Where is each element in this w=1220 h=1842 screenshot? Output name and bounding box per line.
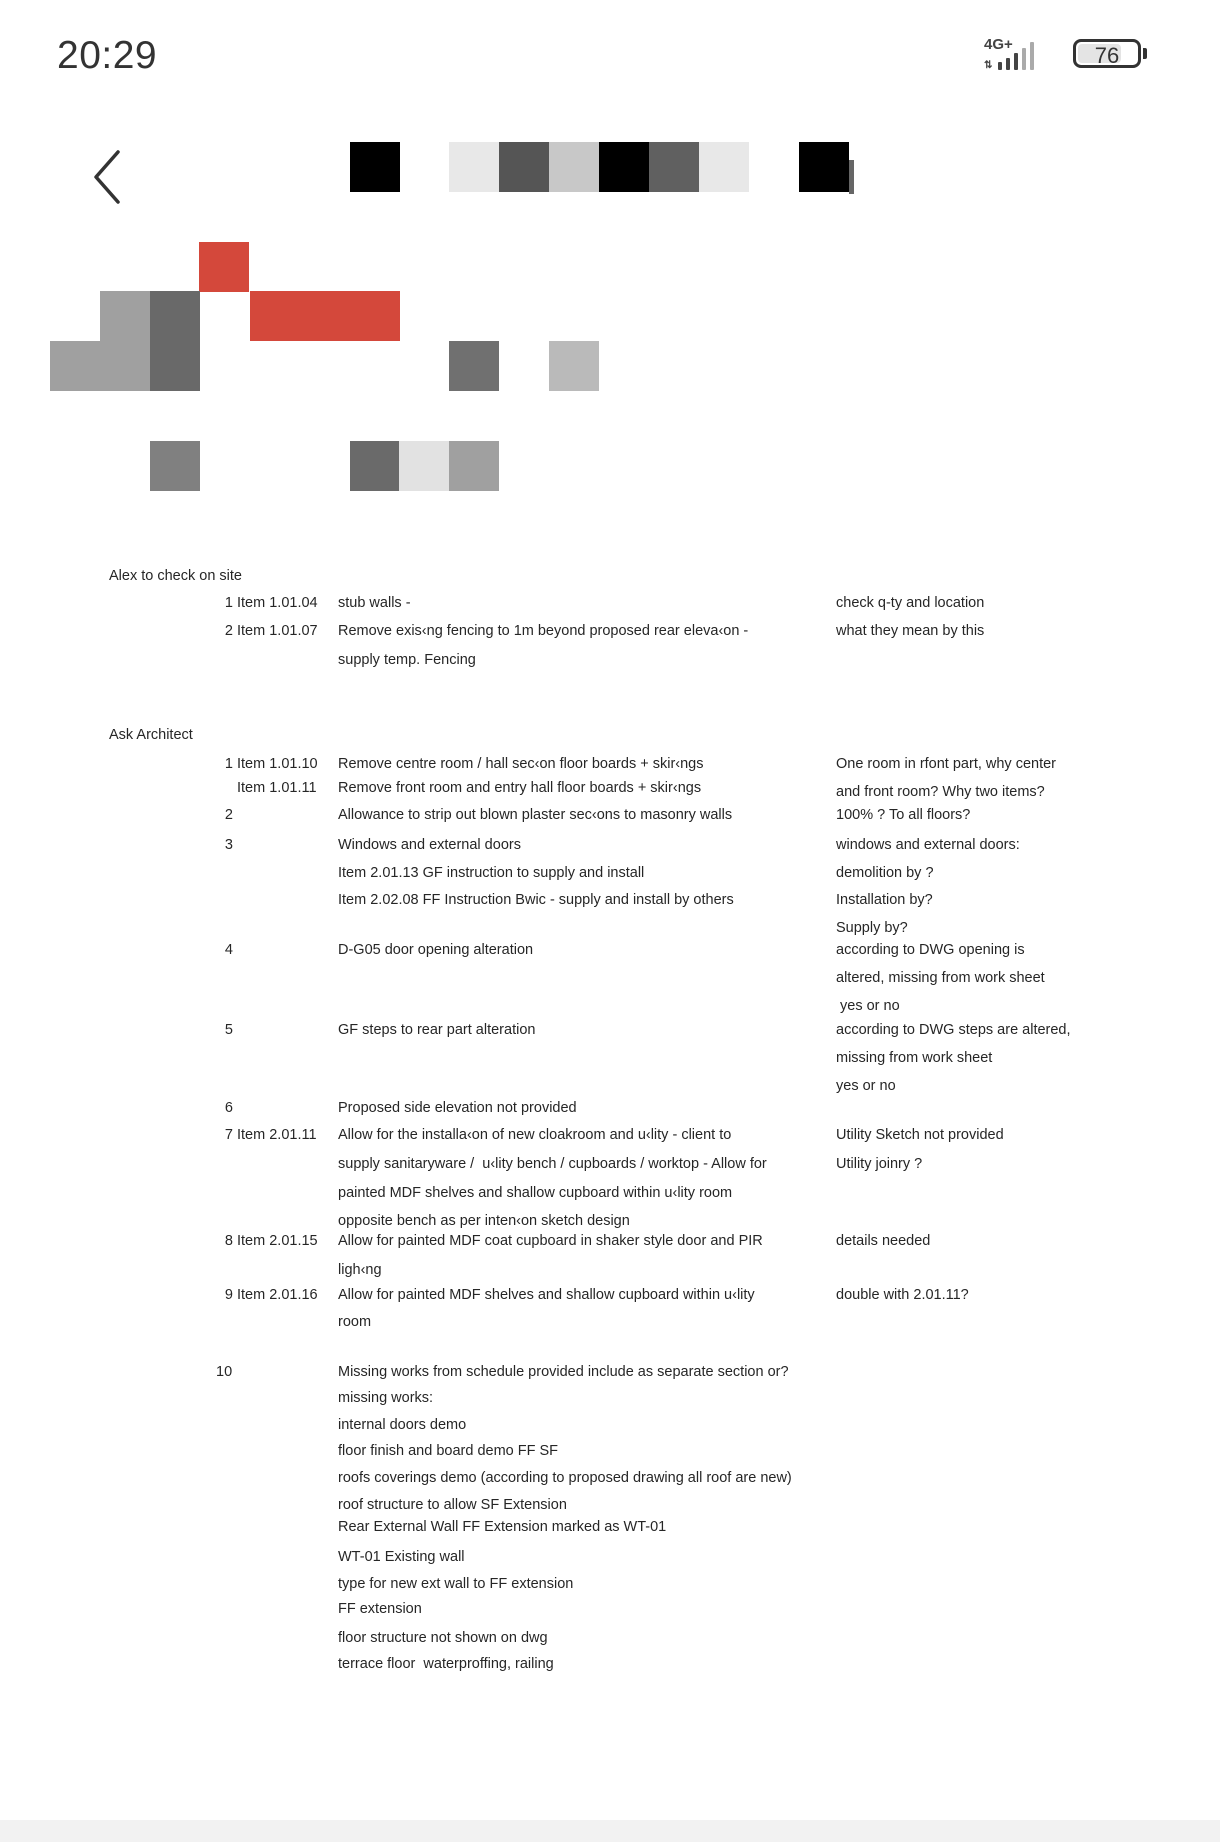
row-item: Item 2.01.11 (237, 1127, 317, 1143)
row-note: demolition by ? (836, 865, 934, 881)
row-note: missing from work sheet (836, 1050, 993, 1066)
section-heading: Alex to check on site (109, 568, 242, 584)
row-number: 9 (224, 1287, 233, 1303)
row-note: 100% ? To all floors? (836, 807, 971, 823)
row-description: Allowance to strip out blown plaster sec‹ons to masonry walls (338, 807, 733, 823)
row-description: stub walls - (338, 595, 411, 611)
row-item: Item 2.01.16 (237, 1287, 318, 1303)
row-note: altered, missing from work sheet (836, 970, 1045, 986)
row-description: terrace floor waterproffing, railing (338, 1656, 554, 1672)
row-item: Item 1.01.07 (237, 623, 318, 639)
row-description: internal doors demo (338, 1417, 467, 1433)
row-number: 2 (224, 807, 233, 823)
row-number: 10 (216, 1364, 233, 1380)
row-note: Utility joinry ? (836, 1156, 923, 1172)
back-button[interactable] (88, 148, 128, 206)
row-note: windows and external doors: (836, 837, 1020, 853)
row-note: according to DWG opening is (836, 942, 1025, 958)
row-description: missing works: (338, 1390, 434, 1406)
row-description: opposite bench as per inten‹on sketch design (338, 1213, 630, 1229)
row-description: Rear External Wall FF Extension marked as WT-01 (338, 1519, 667, 1535)
row-description: Missing works from schedule provided include as separate section or? (338, 1364, 789, 1380)
row-description: type for new ext wall to FF extension (338, 1576, 574, 1592)
section-heading: Ask Architect (109, 727, 193, 743)
chevron-left-icon (88, 148, 128, 206)
row-item: Item 1.01.10 (237, 756, 318, 772)
row-description: room (338, 1314, 372, 1330)
row-description: Allow for the installa‹on of new cloakroom and u‹lity - client to (338, 1127, 732, 1143)
bottom-bar (0, 1820, 1220, 1842)
row-note: what they mean by this (836, 623, 985, 639)
row-description: Proposed side elevation not provided (338, 1100, 577, 1116)
row-description: ligh‹ng (338, 1262, 382, 1278)
row-description: Allow for painted MDF coat cupboard in shaker style door and PIR (338, 1233, 763, 1249)
battery-level: 76 (1094, 43, 1120, 68)
row-number: 8 (224, 1233, 233, 1249)
row-item: Item 2.01.15 (237, 1233, 318, 1249)
status-time: 20:29 (57, 34, 158, 77)
row-description: Item 2.01.13 GF instruction to supply and install (338, 865, 645, 881)
network-type: 4G+ (984, 36, 1013, 53)
row-number: 4 (224, 942, 233, 958)
row-number: 1 (224, 756, 233, 772)
row-note: double with 2.01.11? (836, 1287, 969, 1303)
row-description: supply temp. Fencing (338, 652, 476, 668)
battery-cap (1143, 48, 1147, 59)
row-description: supply sanitaryware / u‹lity bench / cupboards / worktop - Allow for (338, 1156, 767, 1172)
row-number: 3 (224, 837, 233, 853)
row-description: floor structure not shown on dwg (338, 1630, 548, 1646)
row-description: painted MDF shelves and shallow cupboard within u‹lity room (338, 1185, 733, 1201)
row-description: GF steps to rear part alteration (338, 1022, 536, 1038)
row-description: WT-01 Existing wall (338, 1549, 465, 1565)
row-note: yes or no (836, 998, 900, 1014)
row-item: Item 1.01.11 (237, 780, 317, 796)
row-number: 1 (224, 595, 233, 611)
row-description: Windows and external doors (338, 837, 521, 853)
row-description: floor finish and board demo FF SF (338, 1443, 559, 1459)
signal-icon: ⇅ (984, 40, 1054, 70)
row-item: Item 1.01.04 (237, 595, 318, 611)
row-description: D-G05 door opening alteration (338, 942, 534, 958)
row-note: according to DWG steps are altered, (836, 1022, 1071, 1038)
row-note: yes or no (836, 1078, 896, 1094)
row-number: 7 (224, 1127, 233, 1143)
row-number: 6 (224, 1100, 233, 1116)
row-description: roofs coverings demo (according to proposed drawing all roof are new) (338, 1470, 792, 1486)
row-note: and front room? Why two items? (836, 784, 1045, 800)
row-description: Item 2.02.08 FF Instruction Bwic - supply and install by others (338, 892, 734, 908)
row-note: One room in rfont part, why center (836, 756, 1057, 772)
row-note: Supply by? (836, 920, 908, 936)
row-number: 5 (224, 1022, 233, 1038)
row-note: Installation by? (836, 892, 933, 908)
row-description: roof structure to allow SF Extension (338, 1497, 567, 1513)
battery-icon (1073, 39, 1141, 68)
row-description: Allow for painted MDF shelves and shallow cupboard within u‹lity (338, 1287, 755, 1303)
row-note: details needed (836, 1233, 931, 1249)
row-note: check q-ty and location (836, 595, 985, 611)
row-description: Remove exis‹ng fencing to 1m beyond proposed rear eleva‹on - (338, 623, 749, 639)
row-description: Remove front room and entry hall floor boards + skir‹ngs (338, 780, 702, 796)
row-description: FF extension (338, 1601, 422, 1617)
row-number: 2 (224, 623, 233, 639)
row-description: Remove centre room / hall sec‹on floor boards + skir‹ngs (338, 756, 704, 772)
row-note: Utility Sketch not provided (836, 1127, 1004, 1143)
